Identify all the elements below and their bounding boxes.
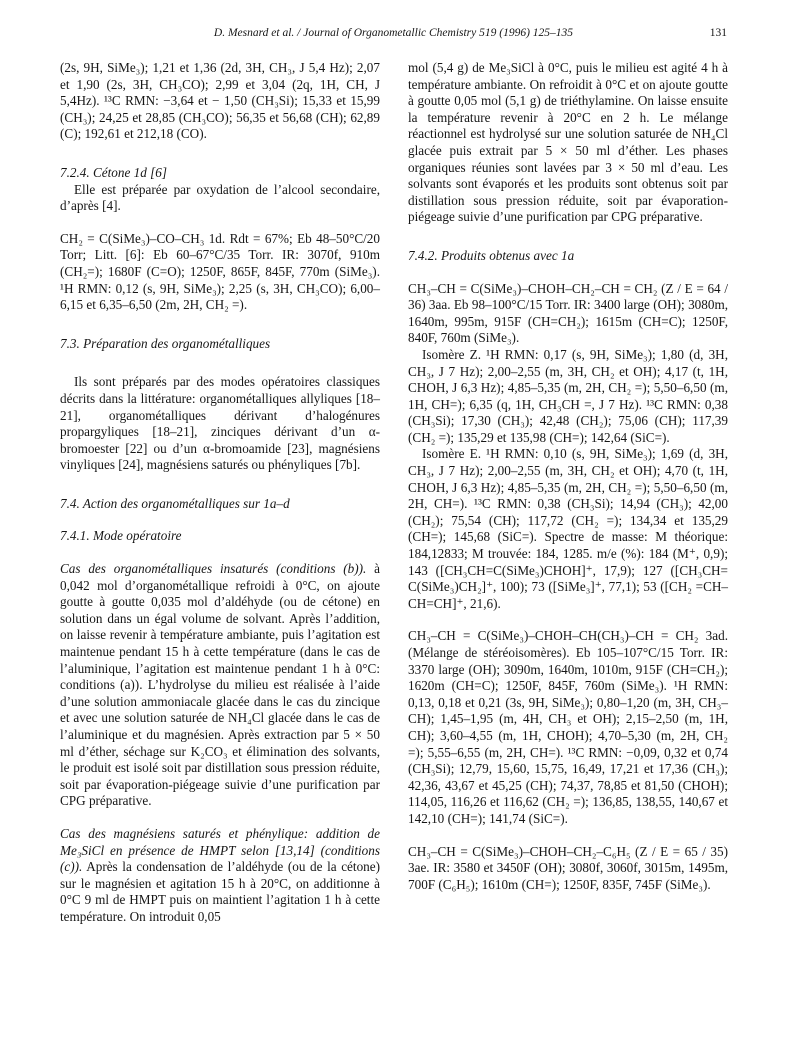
paragraph-compound-1d: CH₂ = C(SiMe₃)–CO–CH₃ 1d. Rdt = 67%; Eb 48–50°C/20 Torr; Litt. [6]: Eb 60–67°C/35 Torr. IR: 3070f, 910m (CH₂=); 1680F (C=O); 1250F, 865F, 845F, 770m (SiMe₃). ¹H RMN: 0,12 (s, 9H, SiMe₃); 2,25 (s, 3H, CH₃CO); 6,00–6,15 et 6,35–6,50 (2m, 2H, CH₂ =).: [60, 230, 380, 313]
paragraph-procedure-continued: mol (5,4 g) de Me₃SiCl à 0°C, puis le milieu est agité 4 h à température ambiante. On refroidit à 0°C et on ajoute goutte à goutte 0,05 mol (5,1 g) de triéthylamine. On laisse ensuite la température revenir à 20°C en 2 h. Le mélange réactionnel est hydrolysé sur une solution saturée de NH₄Cl glacée puis extrait par 5 × 50 ml d’éther. Les phases organiques réunies sont lavées par 3 × 50 ml d’eau. Les solvants sont évaporés et les produits sont obtenus soit par distillation sous pression réduite, soit par évaporation-piégeage suivie d’une purification par CPG préparative.: [408, 60, 728, 225]
running-head: D. Mesnard et al. / Journal of Organometallic Chemistry 519 (1996) 125–135: [213, 27, 574, 39]
page-header: [60, 27, 727, 43]
paragraph-body-saturated: Après la condensation de l’aldéhyde (ou de la cétone) sur le magnésien et agitation 15 h à 20°C, on additionne à 0°C 9 ml de HMPT puis on maintient l’agitation 1 h à cette température. On introduit 0,05: [60, 859, 380, 924]
paragraph-compound-3ad: CH₃–CH = C(SiMe₃)–CHOH–CH(CH₃)–CH = CH₂ 3ad. (Mélange de stéréoisomères). Eb 105–107°C/15 Torr. IR: 3370 large (OH); 3090m, 1640m, 1010m, 915F (CH=CH₂); 1620m (CH=C); 1250F, 845F, 760m (SiMe₃). ¹H RMN: 0,13, 0,18 et 0,21 (3s, 9H, SiMe₃); 0,80–1,20 (m, 3H, CH₃–CH); 1,45–1,95 (m, 4H, CH₃ et OH); 2,15–2,50 (m, 1H, CH); 3,60–4,55 (m, 1H, CHOH); 4,70–5,30 (m, 2H, CH₂ =); 5,55–6,55 (m, 2H, CH=). ¹³C RMN: −0,09, 0,32 et 0,74 (CH₃Si); 12,79, 15,60, 15,75, 16,49, 17,21 et 17,36 (CH₃); 42,36, 43,67 et 45,25 (CH); 74,37, 78,85 et 81,50 (CHOH); 114,05, 116,26 et 116,62 (CH₂ =); 136,85, 138,55, 140,67 et 142,10 (CH=); 141,74 (SiC=).: [408, 628, 728, 826]
section-heading-7-4-1: 7.4.1. Mode opératoire: [60, 528, 182, 544]
paragraph-isomer-e: Isomère E. ¹H RMN: 0,10 (s, 9H, SiMe₃); 1,69 (d, 3H, CH₃, J 7 Hz); 2,00–2,55 (m, 3H, CH₂ et OH); 4,70 (t, 1H, CHOH, J 6,3 Hz); 4,85–5,35 (m, 2H, CH₂ =); 5,50–6,50 (m, 2H, CH=). ¹³C RMN: 0,38 (CH₃Si); 14,94 (CH₃); 42,00 (CH₂); 75,54 (CH); 117,72 (CH₂ =); 134,34 et 135,29 (CH=); 145,68 (SiC=). Spectre de masse: M théorique: 184,12833; M trouvée: 184, 1285. m/e (%): 184 (M⁺, 0,9); 143 ([CH₃CH=C(SiMe₃)CHOH]⁺, 17,9); 127 ([CH₃CH= C(SiMe₃)CH₂]⁺, 100); 73 ([SiMe₃]⁺, 77,1); 53 ([CH₂ =CH–CH=CH]⁺, 21,6).: [408, 446, 728, 611]
page-number: 131: [709, 27, 727, 39]
paragraph-isomer-z: Isomère Z. ¹H RMN: 0,17 (s, 9H, SiMe₃); 1,80 (d, 3H, CH₃, J 7 Hz); 2,00–2,55 (m, 3H, CH₂ et OH); 4,17 (t, 1H, CHOH, J 6,3 Hz); 4,85–5,35 (m, 2H, CH₂ =); 5,50–6,50 (m, 1H, CH=); 6,35 (q, 1H, CH₃CH =, J 7 Hz). ¹³C RMN: 0,38 (CH₃Si); 17,30 (CH₃); 42,48 (CH₂); 75,06 (CH); 117,39 (CH₂ =); 135,29 et 135,98 (CH=); 142,64 (SiC=).: [408, 346, 728, 445]
section-heading-7-3: 7.3. Préparation des organométalliques: [60, 335, 271, 351]
right-column: [408, 60, 728, 893]
section-heading-7-4-2: 7.4.2. Produits obtenus avec 1a: [408, 247, 575, 263]
paragraph-ketone-prep: Elle est préparée par oxydation de l’alcool secondaire, d’après [4].: [60, 181, 380, 214]
paragraph-compound-3ae: CH₃–CH = C(SiMe₃)–CHOH–CH₂–C₆H₅ (Z / E = 65 / 35) 3ae. IR: 3580 et 3450F (OH); 3080f, 3060f, 3015m, 1495m, 700F (C₆H₅); 1610m (CH=); 1250F, 835F, 745F (SiMe₃).: [408, 843, 728, 892]
paragraph-organometallics: Ils sont préparés par des modes opératoires classiques décrits dans la littérature: organométalliques allyliques [18–21], organométalliques dérivant d’halogénures propargyliques [18–21], zinciques dérivant d’un α-bromoester [22] ou d’un α-bromoamide [23], magnésiens vinyliques [24], magnésiens saturés ou phényliques [7b].: [60, 374, 380, 473]
paragraph-nmr-continued: (2s, 9H, SiMe₃); 1,21 et 1,36 (2d, 3H, CH₃, J 5,4 Hz); 2,07 et 1,90 (2s, 3H, CH₃CO); 2,99 et 3,04 (2q, 1H, CH, J 5,4Hz). ¹³C RMN: −3,64 et − 1,50 (CH₃Si); 15,33 et 15,99 (CH₃); 24,25 et 28,85 (CH₃CO); 56,35 et 56,68 (CH); 62,89 (C); 192,61 et 212,18 (CO).: [60, 60, 380, 142]
paragraph-compound-3aa: CH₃–CH = C(SiMe₃)–CHOH–CH₂–CH = CH₂ (Z / E = 64 / 36) 3aa. Eb 98–100°C/15 Torr. IR: 3400 large (OH); 3080m, 1640m, 995m, 915F (CH=CH₂); 1615m (CH=C); 1250F, 840F, 760m (SiMe₃).: [408, 280, 728, 346]
section-heading-7-2-4: 7.2.4. Cétone 1d [6]: [60, 164, 167, 180]
paragraph-unsaturated-case: [60, 561, 380, 810]
paragraph-lead-saturated: Cas des magnésiens saturés et phénylique: addition de Me₃SiCl en présence de HMPT selon [13,14] (conditions (c)).: [60, 825, 380, 875]
left-column: [60, 60, 380, 926]
section-heading-7-4: 7.4. Action des organométalliques sur 1a–d: [60, 495, 290, 511]
paragraph-saturated-case: [60, 826, 380, 926]
paragraph-body-unsaturated: à 0,042 mol d’organométallique refroidi à 0°C, on ajoute goutte à goutte 0,035 mol d’aldéhyde (ou de cétone) en solution dans un égal volume de solvant. Après l’addition, on laisse revenir à température ambiante, puis l’agitation est maintenue pendant 15 h à cette température (dans le cas de l’aluminique, l’agitation est maintenue pendant 1 h à 0°C: conditions (a)). L’hydrolyse du milieu est réalisée à l’aide d’une solution ammoniacale glacée dans le cas du zincique et avec une solution saturée de NH₄Cl glacée dans le cas de l’aluminique et du magnésien. Après extraction par 5 × 50 ml d’éther, séchage sur K₂CO₃ et élimination des solvants, le produit est isolé soit par distillation sous pression réduite, soit par évaporation-piégeage suivie d’une purification par CPG préparative.: [60, 561, 380, 809]
paragraph-lead-unsaturated: Cas des organométalliques insaturés (conditions (b)).: [60, 561, 367, 577]
